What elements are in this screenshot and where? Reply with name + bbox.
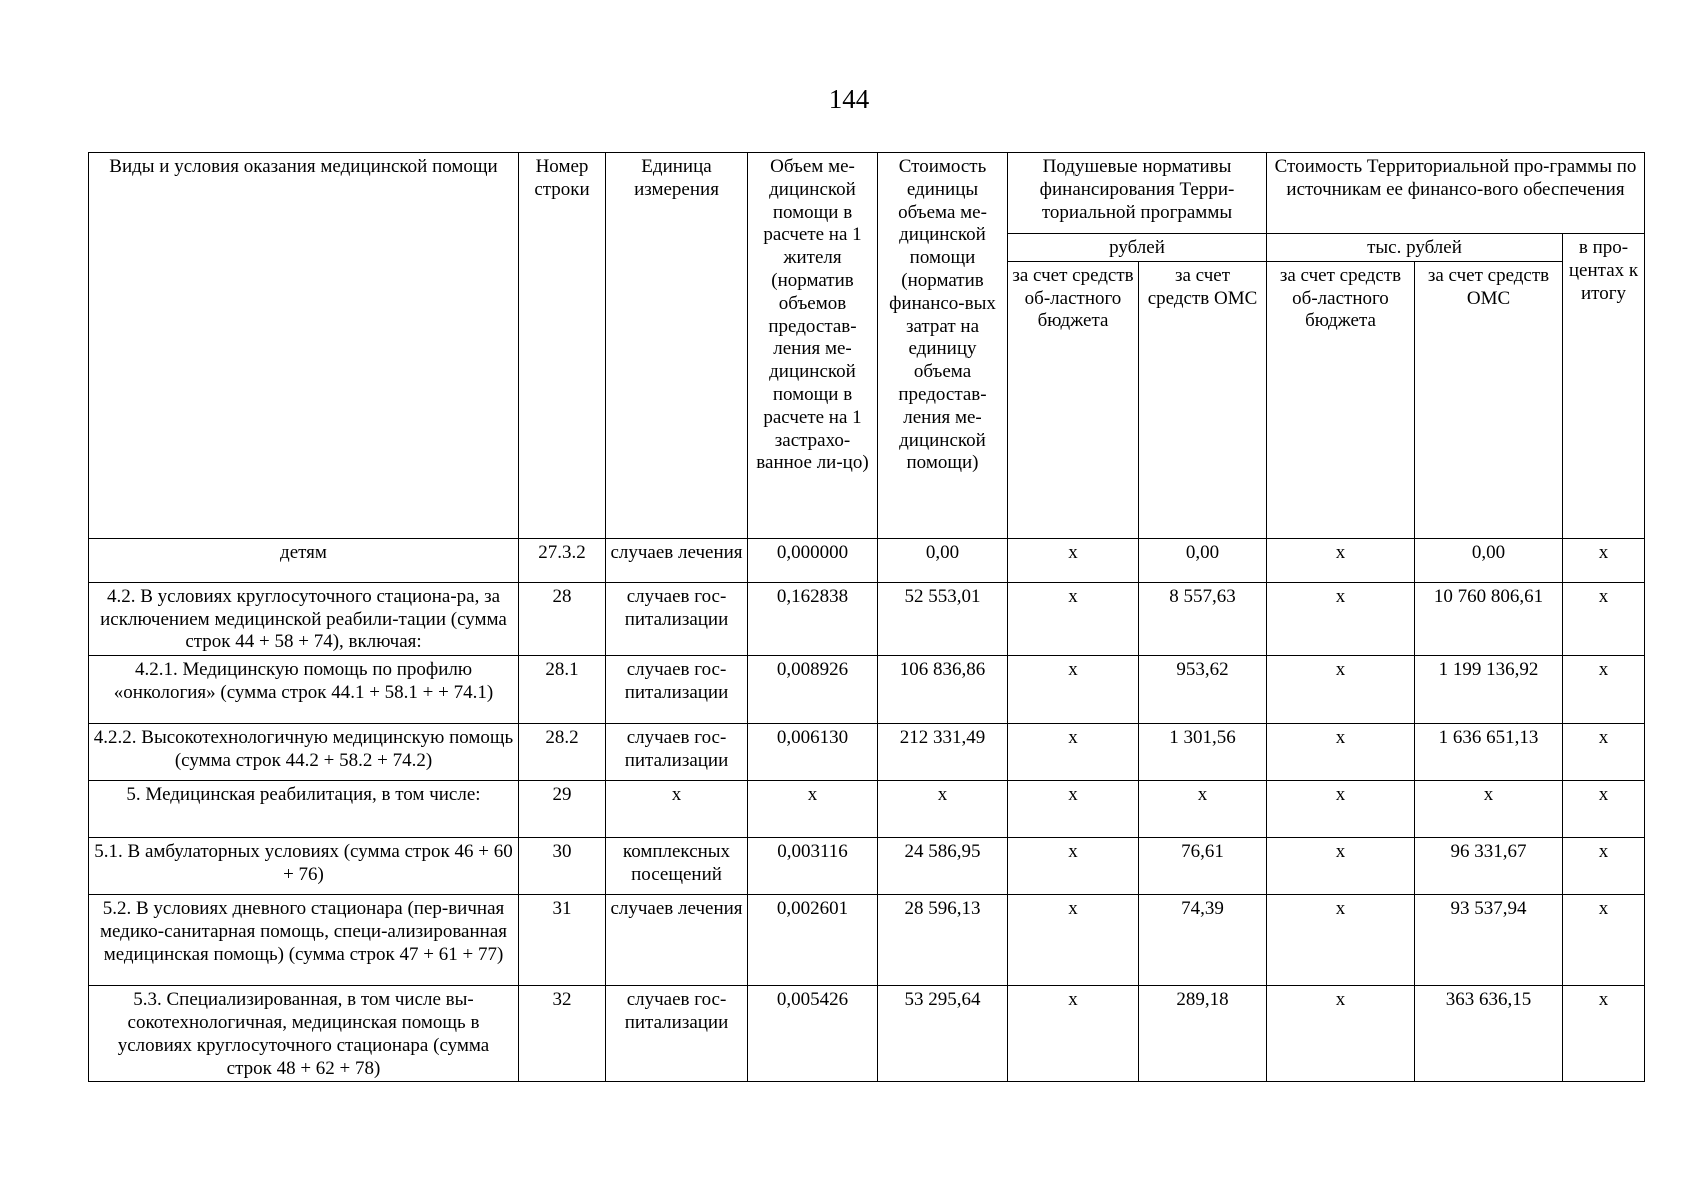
row-cost: 106 836,86 — [878, 656, 1008, 724]
row-budget-total: х — [1267, 656, 1415, 724]
row-budget-total: х — [1267, 895, 1415, 986]
row-number: 32 — [519, 986, 606, 1082]
row-unit: случаев гос-питализации — [606, 724, 748, 781]
row-number: 28.1 — [519, 656, 606, 724]
table-row — [89, 986, 1645, 1082]
row-volume: 0,006130 — [748, 724, 878, 781]
row-number: 27.3.2 — [519, 538, 606, 582]
row-cost: х — [878, 781, 1008, 838]
row-percent: х — [1563, 538, 1645, 582]
header-per-capita-norms: Подушевые нормативы финансирования Терри-ториальной программы — [1008, 153, 1267, 234]
row-unit: случаев лечения — [606, 895, 748, 986]
header-regional-budget-total: за счет средств об-ластного бюджета — [1267, 261, 1415, 538]
row-percent: х — [1563, 724, 1645, 781]
table-row — [89, 724, 1645, 781]
row-unit: х — [606, 781, 748, 838]
row-number: 29 — [519, 781, 606, 838]
row-percent: х — [1563, 838, 1645, 895]
row-oms-total: 1 636 651,13 — [1415, 724, 1563, 781]
header-rubles: рублей — [1008, 234, 1267, 262]
table-row — [89, 656, 1645, 724]
row-volume: 0,003116 — [748, 838, 878, 895]
row-number: 30 — [519, 838, 606, 895]
row-oms-norm: 76,61 — [1139, 838, 1267, 895]
header-program-cost: Стоимость Территориальной про-граммы по источникам ее финансо-вого обеспечения — [1267, 153, 1645, 234]
header-type: Виды и условия оказания медицинской помощи — [89, 153, 519, 539]
row-budget-norm: х — [1008, 538, 1139, 582]
table-row — [89, 781, 1645, 838]
row-unit: случаев гос-питализации — [606, 986, 748, 1082]
header-unit-cost: Стоимость единицы объема ме-дицинской помощи (норматив финансо-вых затрат на единицу объема предостав-ления ме-дицинской помощи) — [878, 153, 1008, 539]
medical-care-cost-table — [88, 152, 1645, 1082]
row-name: детям — [89, 538, 519, 582]
row-name: 5.3. Специализированная, в том числе вы-сокотехнологичная, медицинская помощь в условиях круглосуточного стационара (сумма строк 48 + 62 + 78) — [89, 986, 519, 1082]
row-cost: 0,00 — [878, 538, 1008, 582]
row-name: 5. Медицинская реабилитация, в том числе: — [89, 781, 519, 838]
row-number: 31 — [519, 895, 606, 986]
row-name: 5.2. В условиях дневного стационара (пер-вичная медико-санитарная помощь, специ-ализированная медицинская помощь) (сумма строк 47 + 61 + 77) — [89, 895, 519, 986]
row-budget-total: х — [1267, 538, 1415, 582]
row-budget-norm: х — [1008, 895, 1139, 986]
row-unit: случаев гос-питализации — [606, 582, 748, 655]
header-volume: Объем ме-дицинской помощи в расчете на 1 жителя (норматив объемов предостав-ления ме-дицинской помощи в расчете на 1 застрахо-ванное ли-цо) — [748, 153, 878, 539]
row-oms-norm: 953,62 — [1139, 656, 1267, 724]
row-budget-total: х — [1267, 986, 1415, 1082]
table-row — [89, 838, 1645, 895]
row-budget-total: х — [1267, 781, 1415, 838]
header-row-number: Номер строки — [519, 153, 606, 539]
row-cost: 52 553,01 — [878, 582, 1008, 655]
header-thousand-rubles: тыс. рублей — [1267, 234, 1563, 262]
row-oms-total: 10 760 806,61 — [1415, 582, 1563, 655]
row-percent: х — [1563, 986, 1645, 1082]
row-cost: 28 596,13 — [878, 895, 1008, 986]
table-header — [89, 153, 1645, 539]
row-oms-total: 96 331,67 — [1415, 838, 1563, 895]
row-budget-norm: х — [1008, 724, 1139, 781]
row-cost: 212 331,49 — [878, 724, 1008, 781]
row-oms-norm: 289,18 — [1139, 986, 1267, 1082]
row-oms-total: 363 636,15 — [1415, 986, 1563, 1082]
row-percent: х — [1563, 656, 1645, 724]
table-body — [89, 538, 1645, 1082]
row-number: 28.2 — [519, 724, 606, 781]
row-budget-norm: х — [1008, 838, 1139, 895]
row-oms-norm: 8 557,63 — [1139, 582, 1267, 655]
table-row — [89, 582, 1645, 655]
row-oms-total: 1 199 136,92 — [1415, 656, 1563, 724]
row-name: 4.2. В условиях круглосуточного стациона-ра, за исключением медицинской реабили-тации (сумма строк 44 + 58 + 74), включая: — [89, 582, 519, 655]
row-volume: 0,005426 — [748, 986, 878, 1082]
header-unit: Единица измерения — [606, 153, 748, 539]
row-budget-total: х — [1267, 838, 1415, 895]
row-budget-norm: х — [1008, 986, 1139, 1082]
row-percent: х — [1563, 781, 1645, 838]
row-oms-norm: 0,00 — [1139, 538, 1267, 582]
row-name: 4.2.2. Высокотехнологичную медицинскую помощь (сумма строк 44.2 + 58.2 + 74.2) — [89, 724, 519, 781]
header-oms-norm: за счет средств ОМС — [1139, 261, 1267, 538]
row-volume: 0,000000 — [748, 538, 878, 582]
row-number: 28 — [519, 582, 606, 655]
row-budget-norm: х — [1008, 582, 1139, 655]
row-name: 4.2.1. Медицинскую помощь по профилю «онкология» (сумма строк 44.1 + 58.1 + + 74.1) — [89, 656, 519, 724]
row-oms-total: 0,00 — [1415, 538, 1563, 582]
table-row — [89, 895, 1645, 986]
row-budget-total: х — [1267, 724, 1415, 781]
row-budget-norm: х — [1008, 781, 1139, 838]
row-budget-norm: х — [1008, 656, 1139, 724]
header-regional-budget-norm: за счет средств об-ластного бюджета — [1008, 261, 1139, 538]
page-number: 144 — [828, 84, 870, 114]
row-oms-norm: 1 301,56 — [1139, 724, 1267, 781]
row-name: 5.1. В амбулаторных условиях (сумма строк 46 + 60 + 76) — [89, 838, 519, 895]
row-volume: х — [748, 781, 878, 838]
row-oms-norm: х — [1139, 781, 1267, 838]
row-unit: случаев лечения — [606, 538, 748, 582]
row-cost: 24 586,95 — [878, 838, 1008, 895]
row-percent: х — [1563, 582, 1645, 655]
row-oms-norm: 74,39 — [1139, 895, 1267, 986]
row-cost: 53 295,64 — [878, 986, 1008, 1082]
row-oms-total: х — [1415, 781, 1563, 838]
row-oms-total: 93 537,94 — [1415, 895, 1563, 986]
row-percent: х — [1563, 895, 1645, 986]
row-budget-total: х — [1267, 582, 1415, 655]
row-volume: 0,162838 — [748, 582, 878, 655]
row-unit: комплексных посещений — [606, 838, 748, 895]
row-volume: 0,002601 — [748, 895, 878, 986]
row-unit: случаев гос-питализации — [606, 656, 748, 724]
header-oms-total: за счет средств ОМС — [1415, 261, 1563, 538]
table-row — [89, 538, 1645, 582]
header-percent: в про-центах к итогу — [1563, 234, 1645, 539]
row-volume: 0,008926 — [748, 656, 878, 724]
